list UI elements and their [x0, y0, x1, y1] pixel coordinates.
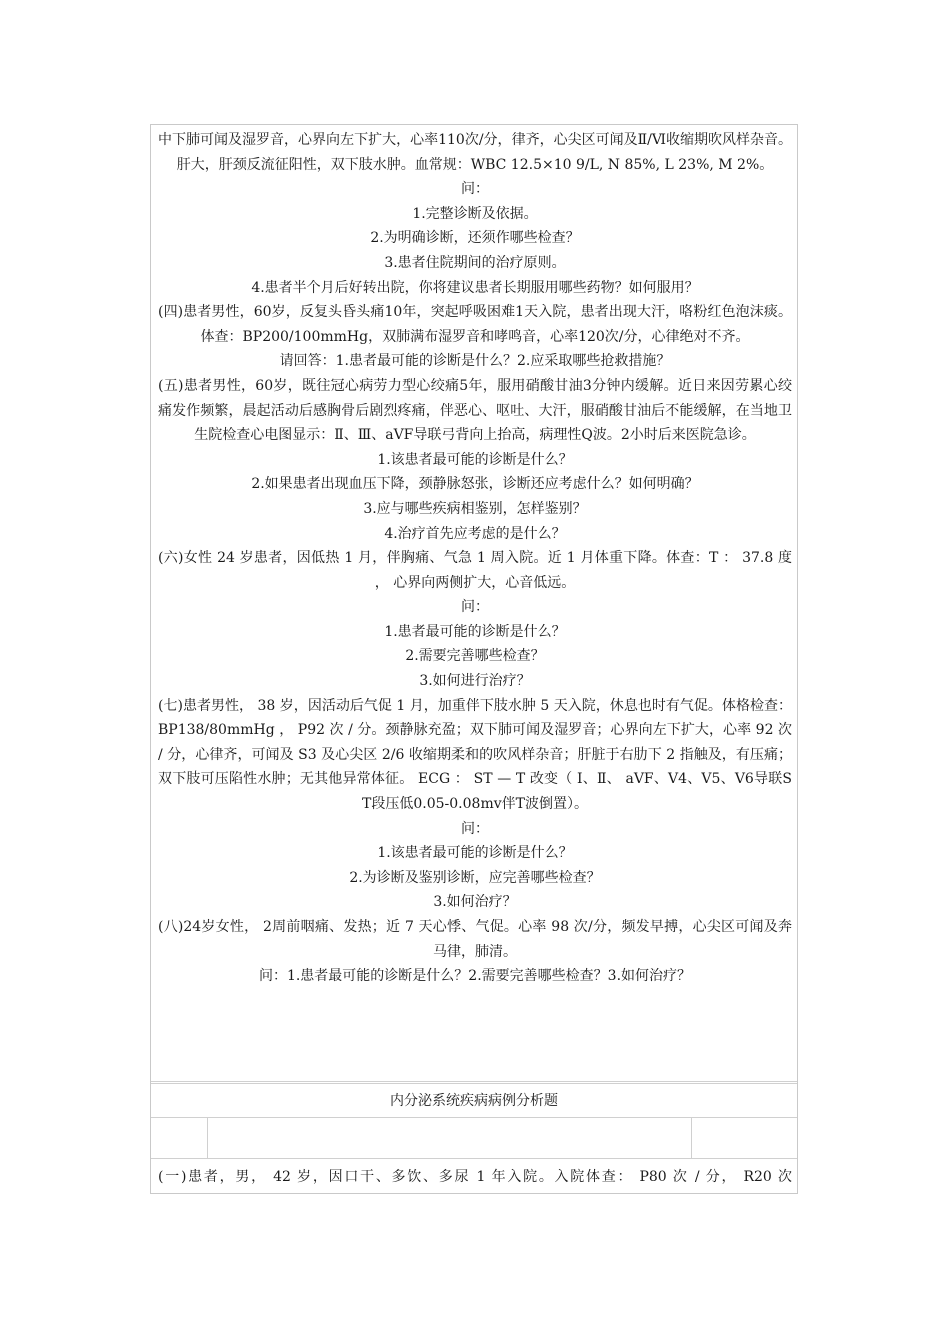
- paragraph: 1.该患者最可能的诊断是什么？: [377, 845, 573, 862]
- case-text: [158, 128, 792, 989]
- paragraph: 3.如何治疗？: [433, 894, 517, 911]
- paragraph: (六)女性 24 岁患者，因低热 1 月，伴胸痛、气急 1 周入院。近 1 月体重下降。体查：T ： 37.8 度 ， 心界向两侧扩大，心音低远。: [158, 550, 792, 591]
- paragraph: (一)患者，男， 42 岁，因口干、多饮、多尿 1 年入院。入院体查： P80 次 / 分， R20 次: [158, 1169, 792, 1185]
- paragraph: 4.患者半个月后好转出院，你将建议患者长期服用哪些药物？如何服用？: [251, 279, 699, 296]
- cell-border: [691, 1118, 692, 1158]
- table-divider: [151, 1158, 797, 1159]
- paragraph: 3.如何进行治疗？: [419, 673, 531, 690]
- paragraph: 2.为诊断及鉴别诊断，应完善哪些检查？: [349, 869, 601, 886]
- paragraph: 2.需要完善哪些检查？: [405, 648, 545, 665]
- paragraph: 问：: [461, 599, 489, 616]
- paragraph: (五)患者男性，60岁，既往冠心病劳力型心绞痛5年，服用硝酸甘油3分钟内缓解。近日来因劳累心绞痛发作频繁，晨起活动后感胸骨后剧烈疼痛，伴恶心、呕吐、大汗，服硝酸甘油后不能缓解，在当地卫生院检查心电图显示：Ⅱ、Ⅲ、aVF导联弓背向上抬高，病理性Q波。2小时后来医院急诊。: [158, 377, 792, 444]
- paragraph: (七)患者男性， 38 岁，因活动后气促 1 月，加重伴下肢水肿 5 天入院，休息也时有气促。体格检查： BP138/80mmHg ， P92 次 / 分。颈静脉充盈；双下肺可闻及湿罗音；心界向左下扩大，心率 92 次 / 分，心律齐，可闻及 S3 及心尖区 2/6 收缩期柔和的吹风样杂音；肝脏于右肋下 2 指触及，有压痛；双下肢可压陷性水肿；无其他异常体征。 ECG ： ST — T 改变（ Ⅰ、Ⅱ、 aVF、V4、V5、V6导联ST段压低0.05-0.08mv伴T波倒置）。: [158, 697, 792, 813]
- paragraph: 1.患者最可能的诊断是什么？: [384, 623, 566, 640]
- section-divider: [151, 1081, 797, 1082]
- paragraph: 中下肺可闻及湿罗音，心界向左下扩大，心率110次/分，律齐，心尖区可闻及Ⅱ/Ⅵ收缩期吹风样杂音。肝大，肝颈反流征阳性，双下肢水肿。血常规：WBC 12.5×10 9/L, N 85%, L 23%, M 2%。: [158, 132, 792, 173]
- paragraph: 1.该患者最可能的诊断是什么？: [377, 451, 573, 468]
- paragraph: 3.应与哪些疾病相鉴别，怎样鉴别？: [363, 500, 587, 517]
- section-divider: [151, 1083, 797, 1084]
- paragraph: 请回答：1.患者最可能的诊断是什么？2.应采取哪些抢救措施？: [279, 353, 671, 370]
- paragraph: 问：1.患者最可能的诊断是什么？2.需要完善哪些检查？3.如何治疗？: [258, 968, 692, 985]
- paragraph: 2.如果患者出现血压下降，颈静脉怒张，诊断还应考虑什么？如何明确？: [251, 476, 699, 493]
- paragraph: (四)患者男性，60岁，反复头昏头痛10年，突起呼吸困难1天入院，患者出现大汗，咯粉红色泡沫痰。体查：BP200/100mmHg，双肺满布湿罗音和哮鸣音，心率120次/分，心律绝对不齐。: [158, 304, 792, 345]
- cell-border: [207, 1118, 208, 1158]
- paragraph: 2.为明确诊断，还须作哪些检查？: [370, 230, 580, 247]
- paragraph: 问：: [461, 820, 489, 837]
- paragraph: (八)24岁女性， 2周前咽痛、发热；近 7 天心悸、气促。心率 98 次/分，频发早搏，心尖区可闻及奔马律，肺清。: [158, 919, 792, 960]
- section-title: 内分泌系统疾病病例分析题: [390, 1093, 558, 1109]
- empty-table-row: [151, 1118, 797, 1158]
- paragraph: 4.治疗首先应考虑的是什么？: [384, 525, 566, 542]
- paragraph: 3.患者住院期间的治疗原则。: [384, 254, 566, 271]
- paragraph: 问：: [461, 181, 489, 198]
- paragraph: 1.完整诊断及依据。: [412, 205, 538, 222]
